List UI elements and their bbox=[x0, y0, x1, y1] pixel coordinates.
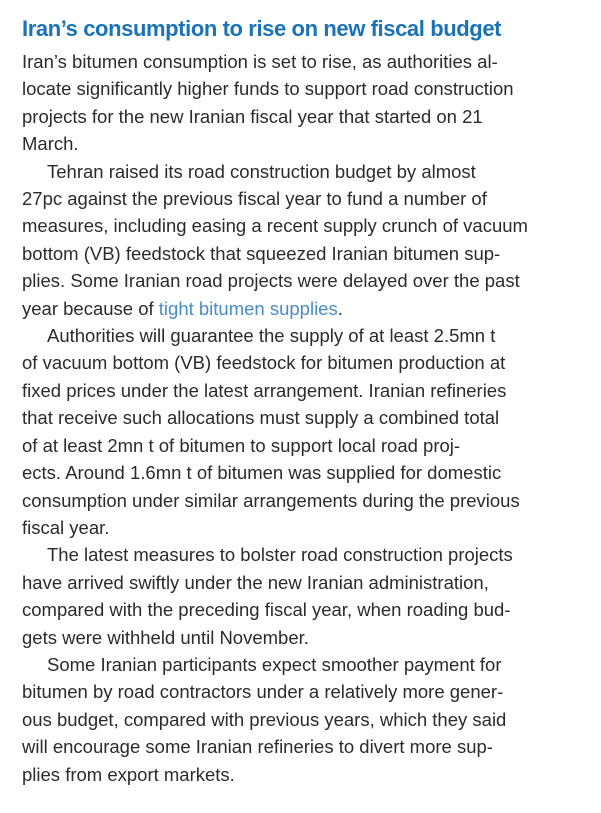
text-line: Iran’s bitumen consumption is set to rise, as authorities al- bbox=[22, 51, 498, 72]
paragraph bbox=[22, 651, 583, 788]
text-line: of at least 2mn t of bitumen to support local road proj- bbox=[22, 434, 461, 456]
tight-bitumen-supplies-link[interactable]: tight bitumen supplies bbox=[158, 297, 338, 319]
text-line: Authorities will guarantee the supply of at least 2.5mn t bbox=[47, 325, 496, 347]
paragraph bbox=[22, 48, 583, 158]
text-line: bottom (VB) feedstock that squeezed Iranian bitumen sup- bbox=[22, 242, 501, 264]
text-line: locate significantly higher funds to support road construction bbox=[22, 78, 514, 100]
text-segment: year because of bbox=[22, 297, 159, 319]
text-line: fixed prices under the latest arrangement. Iranian refineries bbox=[22, 379, 507, 401]
text-line: The latest measures to bolster road construction projects bbox=[47, 544, 513, 566]
text-line bbox=[22, 295, 583, 322]
text-line: bitumen by road contractors under a relatively more gener- bbox=[22, 681, 504, 703]
text-line: have arrived swiftly under the new Iranian administration, bbox=[22, 571, 489, 593]
text-line: measures, including easing a recent supply crunch of vacuum bbox=[22, 215, 528, 237]
article-body bbox=[22, 48, 583, 788]
text-line: gets were withheld until November. bbox=[22, 626, 309, 648]
text-line: compared with the preceding fiscal year, when roading bud- bbox=[22, 599, 511, 621]
text-line: 27pc against the previous fiscal year to fund a number of bbox=[22, 188, 487, 210]
text-line: Tehran raised its road construction budget by almost bbox=[47, 160, 476, 182]
text-line: ous budget, compared with previous years, which they said bbox=[22, 708, 507, 730]
text-line: Some Iranian participants expect smoother payment for bbox=[47, 653, 502, 675]
text-line: that receive such allocations must supply a combined total bbox=[22, 407, 500, 429]
text-line: ects. Around 1.6mn t of bitumen was supplied for domestic bbox=[22, 462, 502, 484]
paragraph bbox=[22, 322, 583, 541]
text-line: consumption under similar arrangements during the previous bbox=[22, 489, 520, 511]
text-line: fiscal year. bbox=[22, 516, 110, 538]
text-line: will encourage some Iranian refineries to divert more sup- bbox=[22, 736, 493, 758]
text-line: projects for the new Iranian fiscal year that started on 21 bbox=[22, 105, 483, 127]
text-line: of vacuum bottom (VB) feedstock for bitumen production at bbox=[22, 352, 506, 374]
text-segment: . bbox=[337, 297, 343, 319]
text-line: plies. Some Iranian road projects were delayed over the past bbox=[22, 270, 520, 292]
paragraph bbox=[22, 541, 583, 651]
text-line: plies from export markets. bbox=[22, 763, 235, 785]
paragraph bbox=[22, 158, 583, 322]
text-line: March. bbox=[22, 133, 79, 155]
article-title: Iran’s consumption to rise on new fiscal budget bbox=[22, 16, 502, 41]
